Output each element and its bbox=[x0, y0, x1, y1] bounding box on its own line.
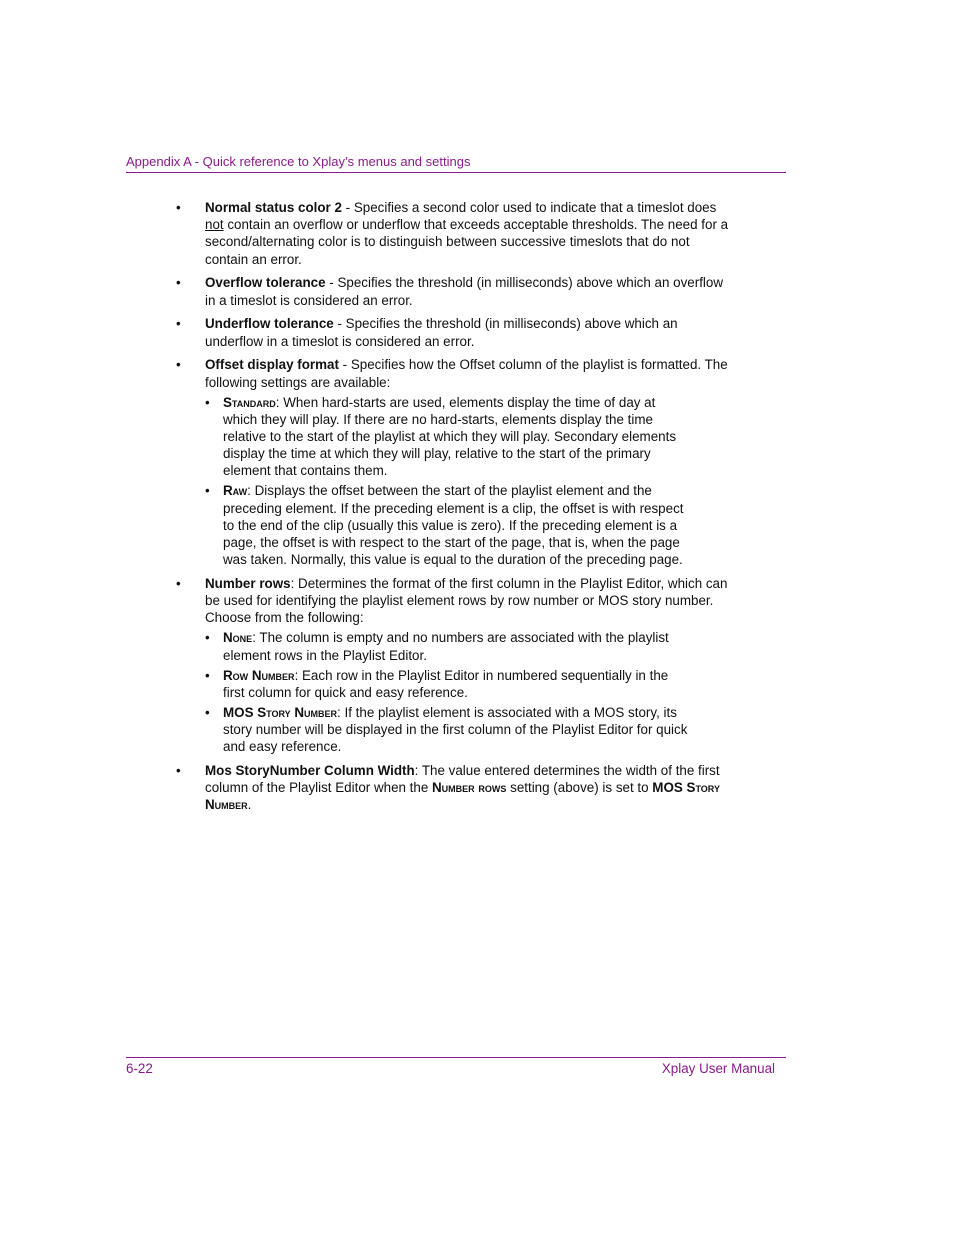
bullet: • bbox=[176, 316, 181, 332]
term: Underflow tolerance bbox=[205, 316, 334, 332]
bullet: • bbox=[176, 763, 181, 779]
description: - Specifies the threshold (in milliseconds) above which an underflow in a timeslot is considered an error. bbox=[205, 316, 678, 349]
term: Raw bbox=[223, 483, 248, 499]
list-item-normal-status-color-2 bbox=[176, 199, 736, 268]
description: - Specifies the threshold (in milliseconds) above which an overflow in a timeslot is considered an error. bbox=[205, 275, 724, 308]
bullet: • bbox=[205, 483, 210, 499]
term: Row Number bbox=[223, 667, 295, 683]
bullet: • bbox=[176, 200, 181, 215]
list-item-overflow-tolerance bbox=[176, 274, 736, 308]
list-item-number-rows bbox=[176, 575, 736, 755]
description: : When hard-starts are used, elements display the time of day at which they will play. If there are no hard-starts, elements display the time relative to the start of the playlist at which they will play. Secondary elements display the time at which they will play, relative to the start of the primary element that contains them. bbox=[223, 394, 677, 479]
term: None bbox=[223, 630, 253, 646]
bullet: • bbox=[205, 704, 210, 720]
header-rule bbox=[126, 172, 786, 173]
description: contain an overflow or underflow that exceeds acceptable thresholds. The need for a second/alternating color is to distinguish between successive timeslots that do not contain an error. bbox=[205, 217, 729, 267]
sub-item-raw bbox=[205, 482, 693, 568]
description: : Displays the offset between the start of the playlist element and the preceding element. If the preceding element is a clip, the offset is with respect to the end of the clip (usually this value is zero). If the preceding element is a page, the offset is with respect to the start of the page, that is, when the page was taken. Normally, this value is equal to the duration of the preceding page. bbox=[223, 483, 684, 568]
description: : The column is empty and no numbers are associated with the playlist element rows in the Playlist Editor. bbox=[223, 630, 669, 663]
description: : Determines the format of the first column in the Playlist Editor, which can be used for identifying the playlist element rows by row number or MOS story number. Choose from the following: bbox=[205, 576, 728, 626]
bullet: • bbox=[205, 394, 210, 410]
sub-item-standard bbox=[205, 394, 693, 480]
running-header: Appendix A - Quick reference to Xplay’s menus and settings bbox=[126, 154, 471, 169]
description: - Specifies a second color used to indicate that a timeslot does bbox=[341, 200, 717, 215]
settings-list bbox=[176, 199, 736, 820]
bullet: • bbox=[176, 357, 181, 373]
page-number: 6-22 bbox=[126, 1061, 153, 1076]
description: . bbox=[247, 797, 252, 813]
term: MOS Story Number bbox=[223, 704, 338, 720]
emphasis-underline: not bbox=[205, 217, 224, 233]
setting-reference: Number rows bbox=[432, 780, 507, 796]
setting-reference: MOS Story Number bbox=[205, 780, 720, 813]
term: Mos StoryNumber Column Width bbox=[205, 763, 415, 779]
bullet: • bbox=[176, 576, 181, 592]
footer-rule bbox=[126, 1057, 786, 1058]
term: Normal status color 2 bbox=[205, 200, 342, 215]
list-item-underflow-tolerance bbox=[176, 315, 736, 349]
description: : If the playlist element is associated with a MOS story, its story number will be displayed in the first column of the Playlist Editor for quick and easy reference. bbox=[223, 704, 688, 755]
manual-title: Xplay User Manual bbox=[661, 1061, 775, 1076]
bullet: • bbox=[205, 667, 210, 683]
bullet: • bbox=[205, 630, 210, 646]
description: - Specifies how the Offset column of the playlist is formatted. The following settings are available: bbox=[205, 357, 728, 390]
sub-item-none bbox=[205, 629, 693, 663]
term: Number rows bbox=[205, 576, 291, 592]
sub-item-row-number bbox=[205, 667, 693, 701]
term: Overflow tolerance bbox=[205, 275, 326, 291]
term: Offset display format bbox=[205, 357, 339, 373]
term: Standard bbox=[223, 394, 276, 410]
list-item-offset-display-format bbox=[176, 356, 736, 568]
list-item-mos-storynumber-column-width bbox=[176, 762, 736, 814]
description: setting (above) is set to bbox=[506, 780, 653, 796]
bullet: • bbox=[176, 275, 181, 291]
description: : The value entered determines the width of the first column of the Playlist Editor when the bbox=[205, 763, 720, 796]
sub-item-mos-story-number bbox=[205, 704, 693, 756]
description: : Each row in the Playlist Editor in numbered sequentially in the first column for quick and easy reference. bbox=[223, 667, 669, 700]
